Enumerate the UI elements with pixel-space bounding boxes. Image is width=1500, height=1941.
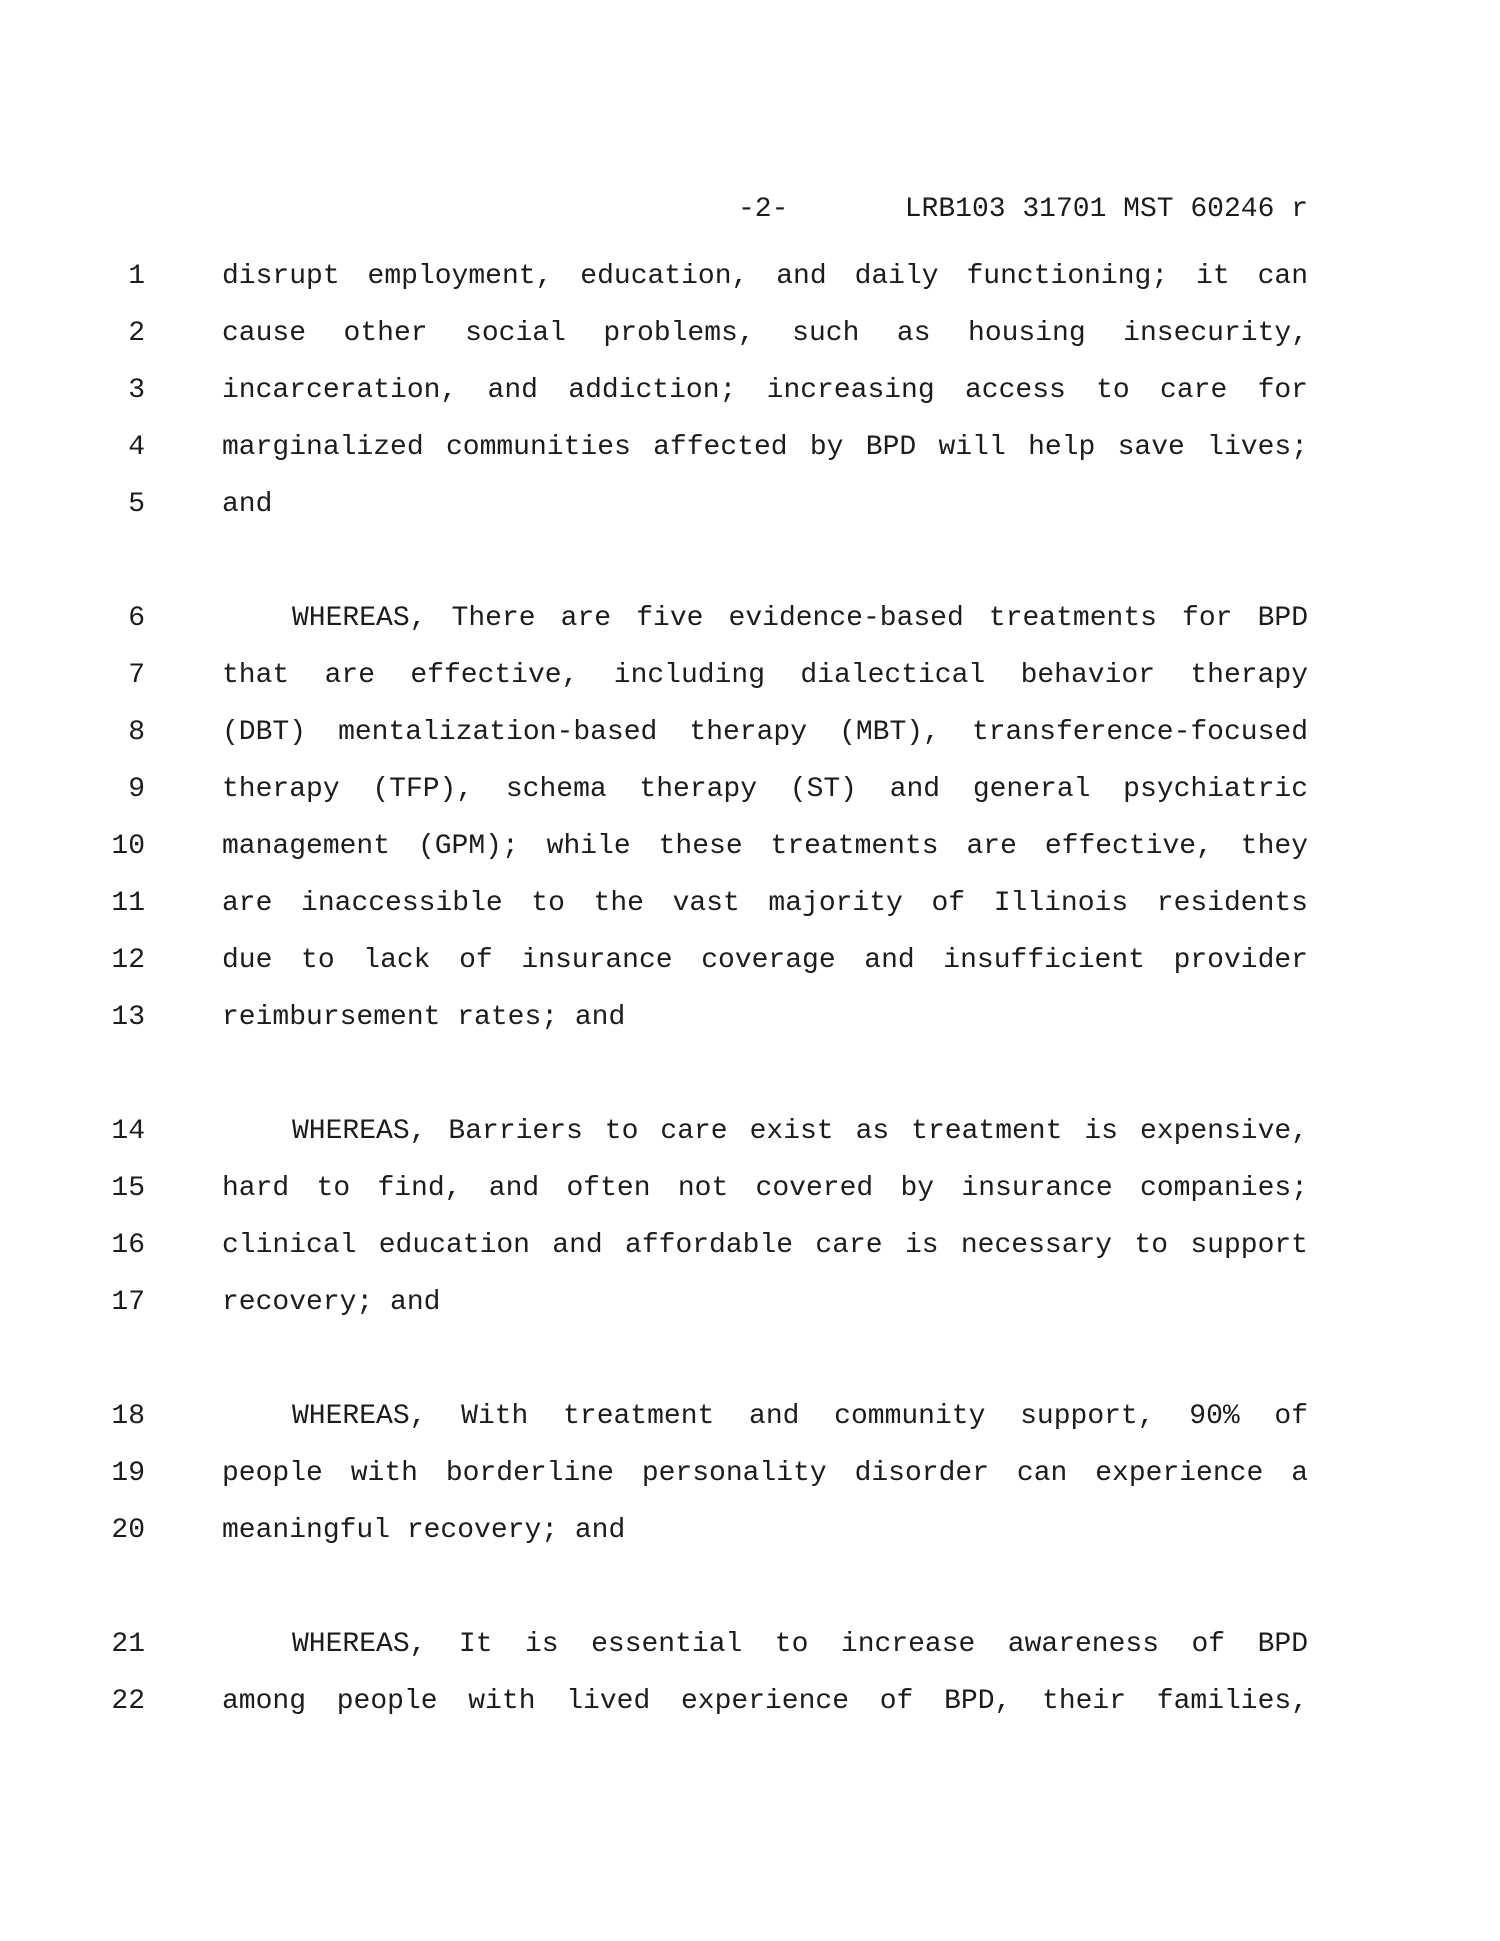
line-text: that are effective, including dialectical behavior therapy [222,660,1308,691]
document-line [0,1229,1500,1263]
document-line [0,431,1500,465]
line-number: 12 [111,945,145,976]
line-text: WHEREAS, It is essential to increase awareness of BPD [292,1629,1308,1660]
line-number: 8 [128,717,145,748]
line-number: 18 [111,1401,145,1432]
document-line [0,887,1500,921]
document-line [0,374,1500,408]
line-number: 14 [111,1116,145,1147]
line-number: 20 [111,1515,145,1546]
line-number: 17 [111,1287,145,1318]
line-text: marginalized communities affected by BPD will help save lives; [222,432,1308,463]
line-text: cause other social problems, such as housing insecurity, [222,318,1308,349]
line-text: are inaccessible to the vast majority of Illinois residents [222,888,1308,919]
line-number: 15 [111,1173,145,1204]
line-text: therapy (TFP), schema therapy (ST) and general psychiatric [222,774,1308,805]
line-text: recovery; and [222,1287,441,1318]
line-number: 2 [128,318,145,349]
line-number: 22 [111,1686,145,1717]
line-number: 9 [128,774,145,805]
document-code: LRB103 31701 MST 60246 r [904,194,1308,225]
line-number: 4 [128,432,145,463]
document-line [0,944,1500,978]
document-line [0,1400,1500,1434]
line-number: 21 [111,1629,145,1660]
document-line [0,659,1500,693]
line-number: 16 [111,1230,145,1261]
line-number: 3 [128,375,145,406]
document-line [0,1514,1500,1548]
line-text: WHEREAS, There are five evidence-based treatments for BPD [292,603,1308,634]
document-line [0,260,1500,294]
document-line [0,488,1500,522]
line-text: disrupt employment, education, and daily functioning; it can [222,261,1308,292]
document-line [0,773,1500,807]
line-number: 5 [128,489,145,520]
document-line [0,716,1500,750]
document-line [0,1457,1500,1491]
line-number: 13 [111,1002,145,1033]
line-text: hard to find, and often not covered by insurance companies; [222,1173,1308,1204]
document-line [0,1001,1500,1035]
line-text: reimbursement rates; and [222,1002,626,1033]
document-line [0,1628,1500,1662]
line-text: WHEREAS, Barriers to care exist as treatment is expensive, [292,1116,1308,1147]
line-text: people with borderline personality disorder can experience a [222,1458,1308,1489]
line-number: 11 [111,888,145,919]
line-text: among people with lived experience of BPD, their families, [222,1686,1308,1717]
line-number: 1 [128,261,145,292]
line-text: incarceration, and addiction; increasing access to care for [222,375,1308,406]
line-text: clinical education and affordable care is necessary to support [222,1230,1308,1261]
line-number: 7 [128,660,145,691]
line-text: (DBT) mentalization-based therapy (MBT), transference-focused [222,717,1308,748]
document-line [0,317,1500,351]
document-line [0,1685,1500,1719]
document-line [0,1286,1500,1320]
document-line [0,602,1500,636]
line-text: and [222,489,273,520]
line-text: meaningful recovery; and [222,1515,626,1546]
line-text: management (GPM); while these treatments are effective, they [222,831,1308,862]
page-number: -2- [738,194,789,225]
line-number: 10 [111,831,145,862]
document-line [0,830,1500,864]
line-number: 6 [128,603,145,634]
line-number: 19 [111,1458,145,1489]
line-text: WHEREAS, With treatment and community support, 90% of [292,1401,1308,1432]
document-line [0,1172,1500,1206]
document-line [0,1115,1500,1149]
line-text: due to lack of insurance coverage and insufficient provider [222,945,1308,976]
